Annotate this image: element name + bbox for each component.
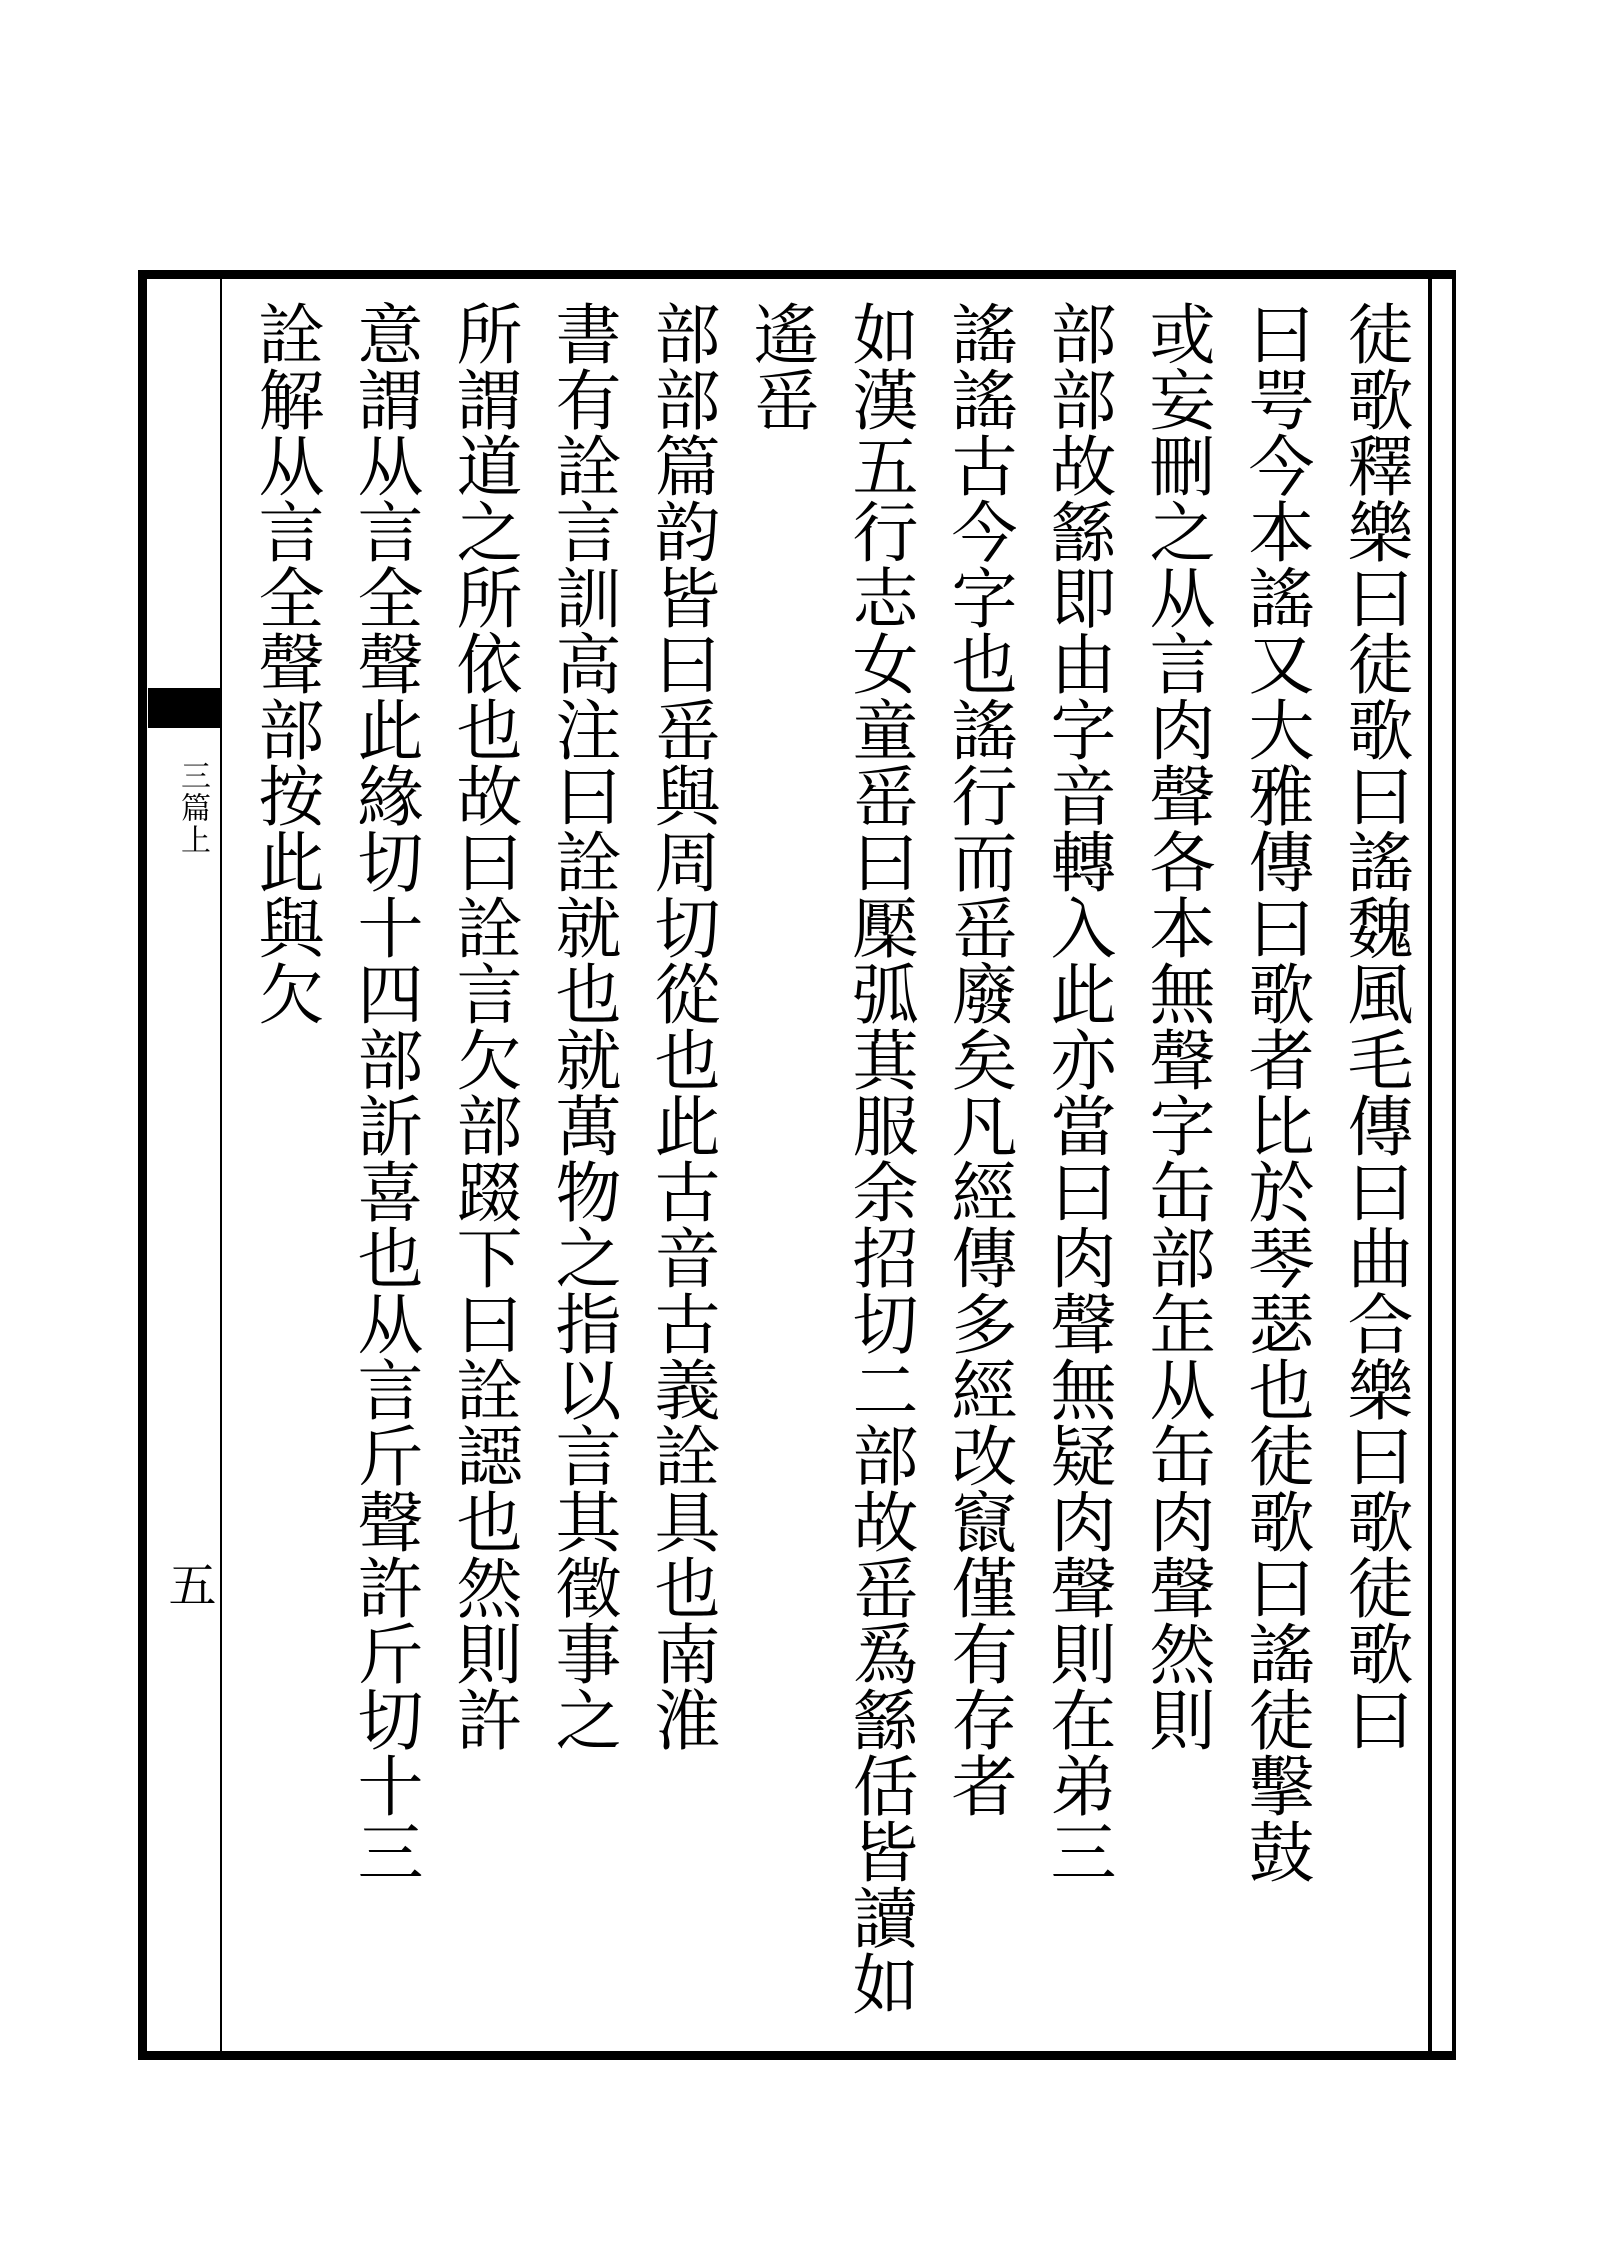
- fishtail-mark: [148, 688, 220, 728]
- text-column: 部部故䌛即由字音轉入此亦當曰肉聲無疑肉聲則在弟三: [1039, 300, 1116, 1884]
- inner-border-rule: [1428, 279, 1432, 2051]
- text-column: 詮解从言全聲部按此與欠: [247, 300, 324, 1026]
- text-column: 部部篇韵皆曰䍃與周切從也此古音古義詮具也南淮: [643, 300, 720, 1752]
- text-column: 所謂道之所依也故曰詮言欠部䟾下曰詮䜑也然則許: [445, 300, 522, 1752]
- text-column: 謠謠古今字也謠行而䍃廢矣凡經傳多經改竄僅有存者: [940, 300, 1017, 1818]
- text-column: 意謂从言全聲此緣切十四部訢喜也从言斤聲許斤切十三: [346, 300, 423, 1884]
- text-column: 曰咢今本謠又大雅傳曰歌者比於琴瑟也徒歌曰謠徒擊鼓: [1237, 300, 1314, 1884]
- page-number: 五: [160, 1560, 216, 1608]
- text-column: 徒歌釋樂曰徒歌曰謠魏風毛傳曰曲合樂曰歌徒歌曰: [1336, 300, 1413, 1752]
- text-body: [232, 300, 1424, 2040]
- fold-label: 三篇上: [175, 760, 210, 856]
- text-column: 或妄刪之从言肉聲各本無聲字缶部𦈢从缶肉聲然則: [1138, 300, 1215, 1752]
- fold-column-divider: [220, 279, 222, 2051]
- text-column: [232, 300, 236, 2040]
- text-column: 書有詮言訓高注曰詮就也就萬物之指以言其徵事之: [544, 300, 621, 1752]
- text-column: 如漢五行志女童䍃曰檿弧萁服余招切二部故䍃𤔡䌛佸皆讀如遙䍃: [742, 300, 918, 2016]
